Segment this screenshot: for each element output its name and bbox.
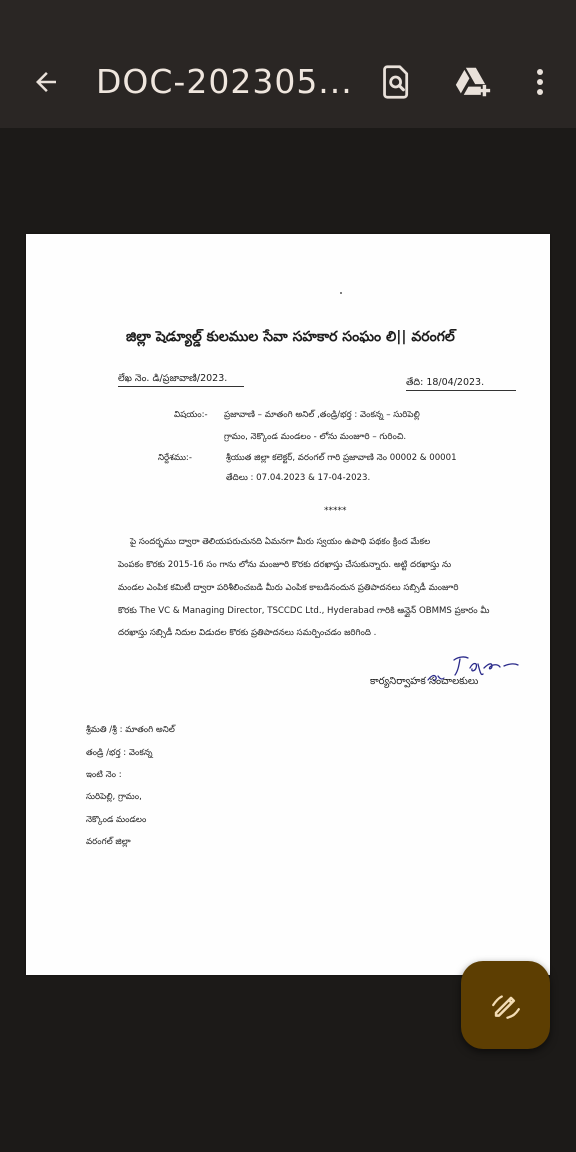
edit-fab-button[interactable] [461, 961, 550, 1049]
reference-line: తేదిలు : 07.04.2023 & 17-04-2023. [226, 473, 371, 483]
reference-line: శ్రీయుత జిల్లా కలెక్టర్, వరంగల్ గారి ప్రజావాణి నెం 00002 & 00001 [226, 453, 457, 463]
letter-number-underline [118, 386, 244, 387]
add-to-drive-icon [453, 64, 493, 100]
body-line: దరఖాస్తు సబ్సిడీ నిదుల విడుదల కొరకు ప్రతిపాదనలు సమర్పించడం జరిగింది . [118, 628, 377, 638]
body-line: పై సందర్భము ద్వారా తెలియపరుచునది ఏమనగా మీరు స్వయం ఉపాధి పథకం క్రింద మేకల [130, 537, 431, 547]
search-in-document-button[interactable] [373, 58, 421, 106]
document-page[interactable] [26, 234, 550, 975]
section-separator: ***** [324, 506, 347, 516]
letter-date-underline [406, 390, 516, 391]
signatory-title: కార్యనిర్వాహక సంచాలకులు [370, 676, 479, 687]
address-line: వరంగల్ జిల్లా [86, 837, 131, 847]
document-heading: జిల్లా షెడ్యూల్డ్ కులముల సేవా సహకార సంఘం లి|| వరంగల్ [126, 329, 455, 345]
address-line: సురిపెల్లి, గ్రామం, [86, 792, 142, 802]
address-line: శ్రీమతి /శ్రీ : మాతంగి అనిల్ [86, 725, 175, 735]
body-line: కొరకు The VC & Managing Director, TSCCDC Ltd., Hyderabad గారికి ఆన్లైన్ OBMMS ప్రకారం మీ [118, 606, 490, 616]
letter-date: తేది: 18/04/2023. [406, 377, 485, 388]
app-bar [0, 0, 576, 128]
back-button[interactable] [24, 58, 68, 106]
document-title: DOC-202305... [96, 62, 353, 101]
arrow-back-icon [31, 67, 61, 97]
subject-label: విషయం:- [174, 410, 208, 420]
subject-line: ప్రజావాణి – మాతంగి అనిల్ ,తండ్రి/భర్త : వెంకన్న – సురిపెల్లి [224, 410, 420, 420]
body-line: మండల ఎంపిక కమిటీ ద్వారా పరిశీలించబడి మీరు ఎంపిక కాబడినందున ప్రతిపాదనలు సబ్సిడీ మంజూరి [118, 583, 459, 593]
search-document-icon [380, 64, 414, 100]
more-options-button[interactable] [516, 58, 564, 106]
reference-label: నిర్దేశము:- [158, 453, 192, 463]
scan-speck [340, 292, 342, 294]
more-vert-icon [535, 67, 545, 97]
add-to-drive-button[interactable] [449, 58, 497, 106]
body-line: పెంపకం కొరకు 2015-16 సం గాను లోను మంజూరి కొరకు దరఖాస్తు చేసుకున్నారు. అట్టి దరఖాస్తు ను [118, 560, 452, 570]
letter-number: లేఖ నెం. డి/ప్రజావాణి/2023. [118, 373, 228, 384]
subject-line: గ్రామం, నెక్కొండ మండలం - లోను మంజూరి – గురించి. [224, 432, 407, 442]
address-line: నెక్కొండ మండలం [86, 815, 147, 825]
address-line: ఇంటి నెం : [86, 770, 122, 780]
address-line: తండ్రి /భర్త : వెంకన్న [86, 748, 153, 758]
edit-pen-icon [489, 988, 523, 1022]
